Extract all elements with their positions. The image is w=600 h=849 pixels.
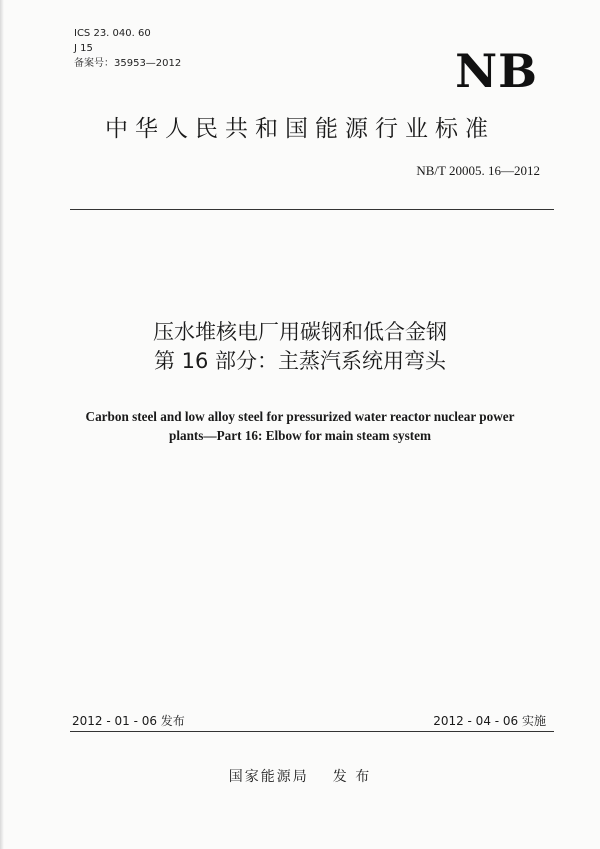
classification-code: J 15 (74, 43, 93, 54)
publisher-action: 发 布 (332, 769, 372, 785)
ics-code: ICS 23. 040. 60 (74, 28, 151, 39)
nb-logo: NB (455, 44, 538, 98)
implementation-date: 2012 - 04 - 06 实施 (433, 714, 546, 728)
top-divider (70, 209, 554, 210)
english-title-line-2: plants—Part 16: Elbow for main steam system (168, 428, 432, 443)
english-title (0, 407, 600, 445)
publisher-line (0, 766, 600, 786)
publisher-name: 国家能源局 (228, 769, 309, 785)
filing-number: 备案号：35953—2012 (74, 58, 182, 69)
english-title-line-1: Carbon steel and low alloy steel for pressurized water reactor nuclear power (85, 409, 515, 424)
chinese-title (0, 318, 600, 376)
issue-date: 2012 - 01 - 06 发布 (72, 714, 185, 728)
standard-type-title: 中华人民共和国能源行业标准 (105, 116, 495, 142)
standard-code: NB/T 20005. 16—2012 (416, 163, 540, 178)
chinese-title-line-2: 第 16 部分：主蒸汽系统用弯头 (153, 349, 447, 373)
standard-metadata (74, 26, 181, 71)
chinese-title-line-1: 压水堆核电厂用碳钢和低合金钢 (153, 320, 447, 344)
bottom-divider (70, 731, 554, 732)
